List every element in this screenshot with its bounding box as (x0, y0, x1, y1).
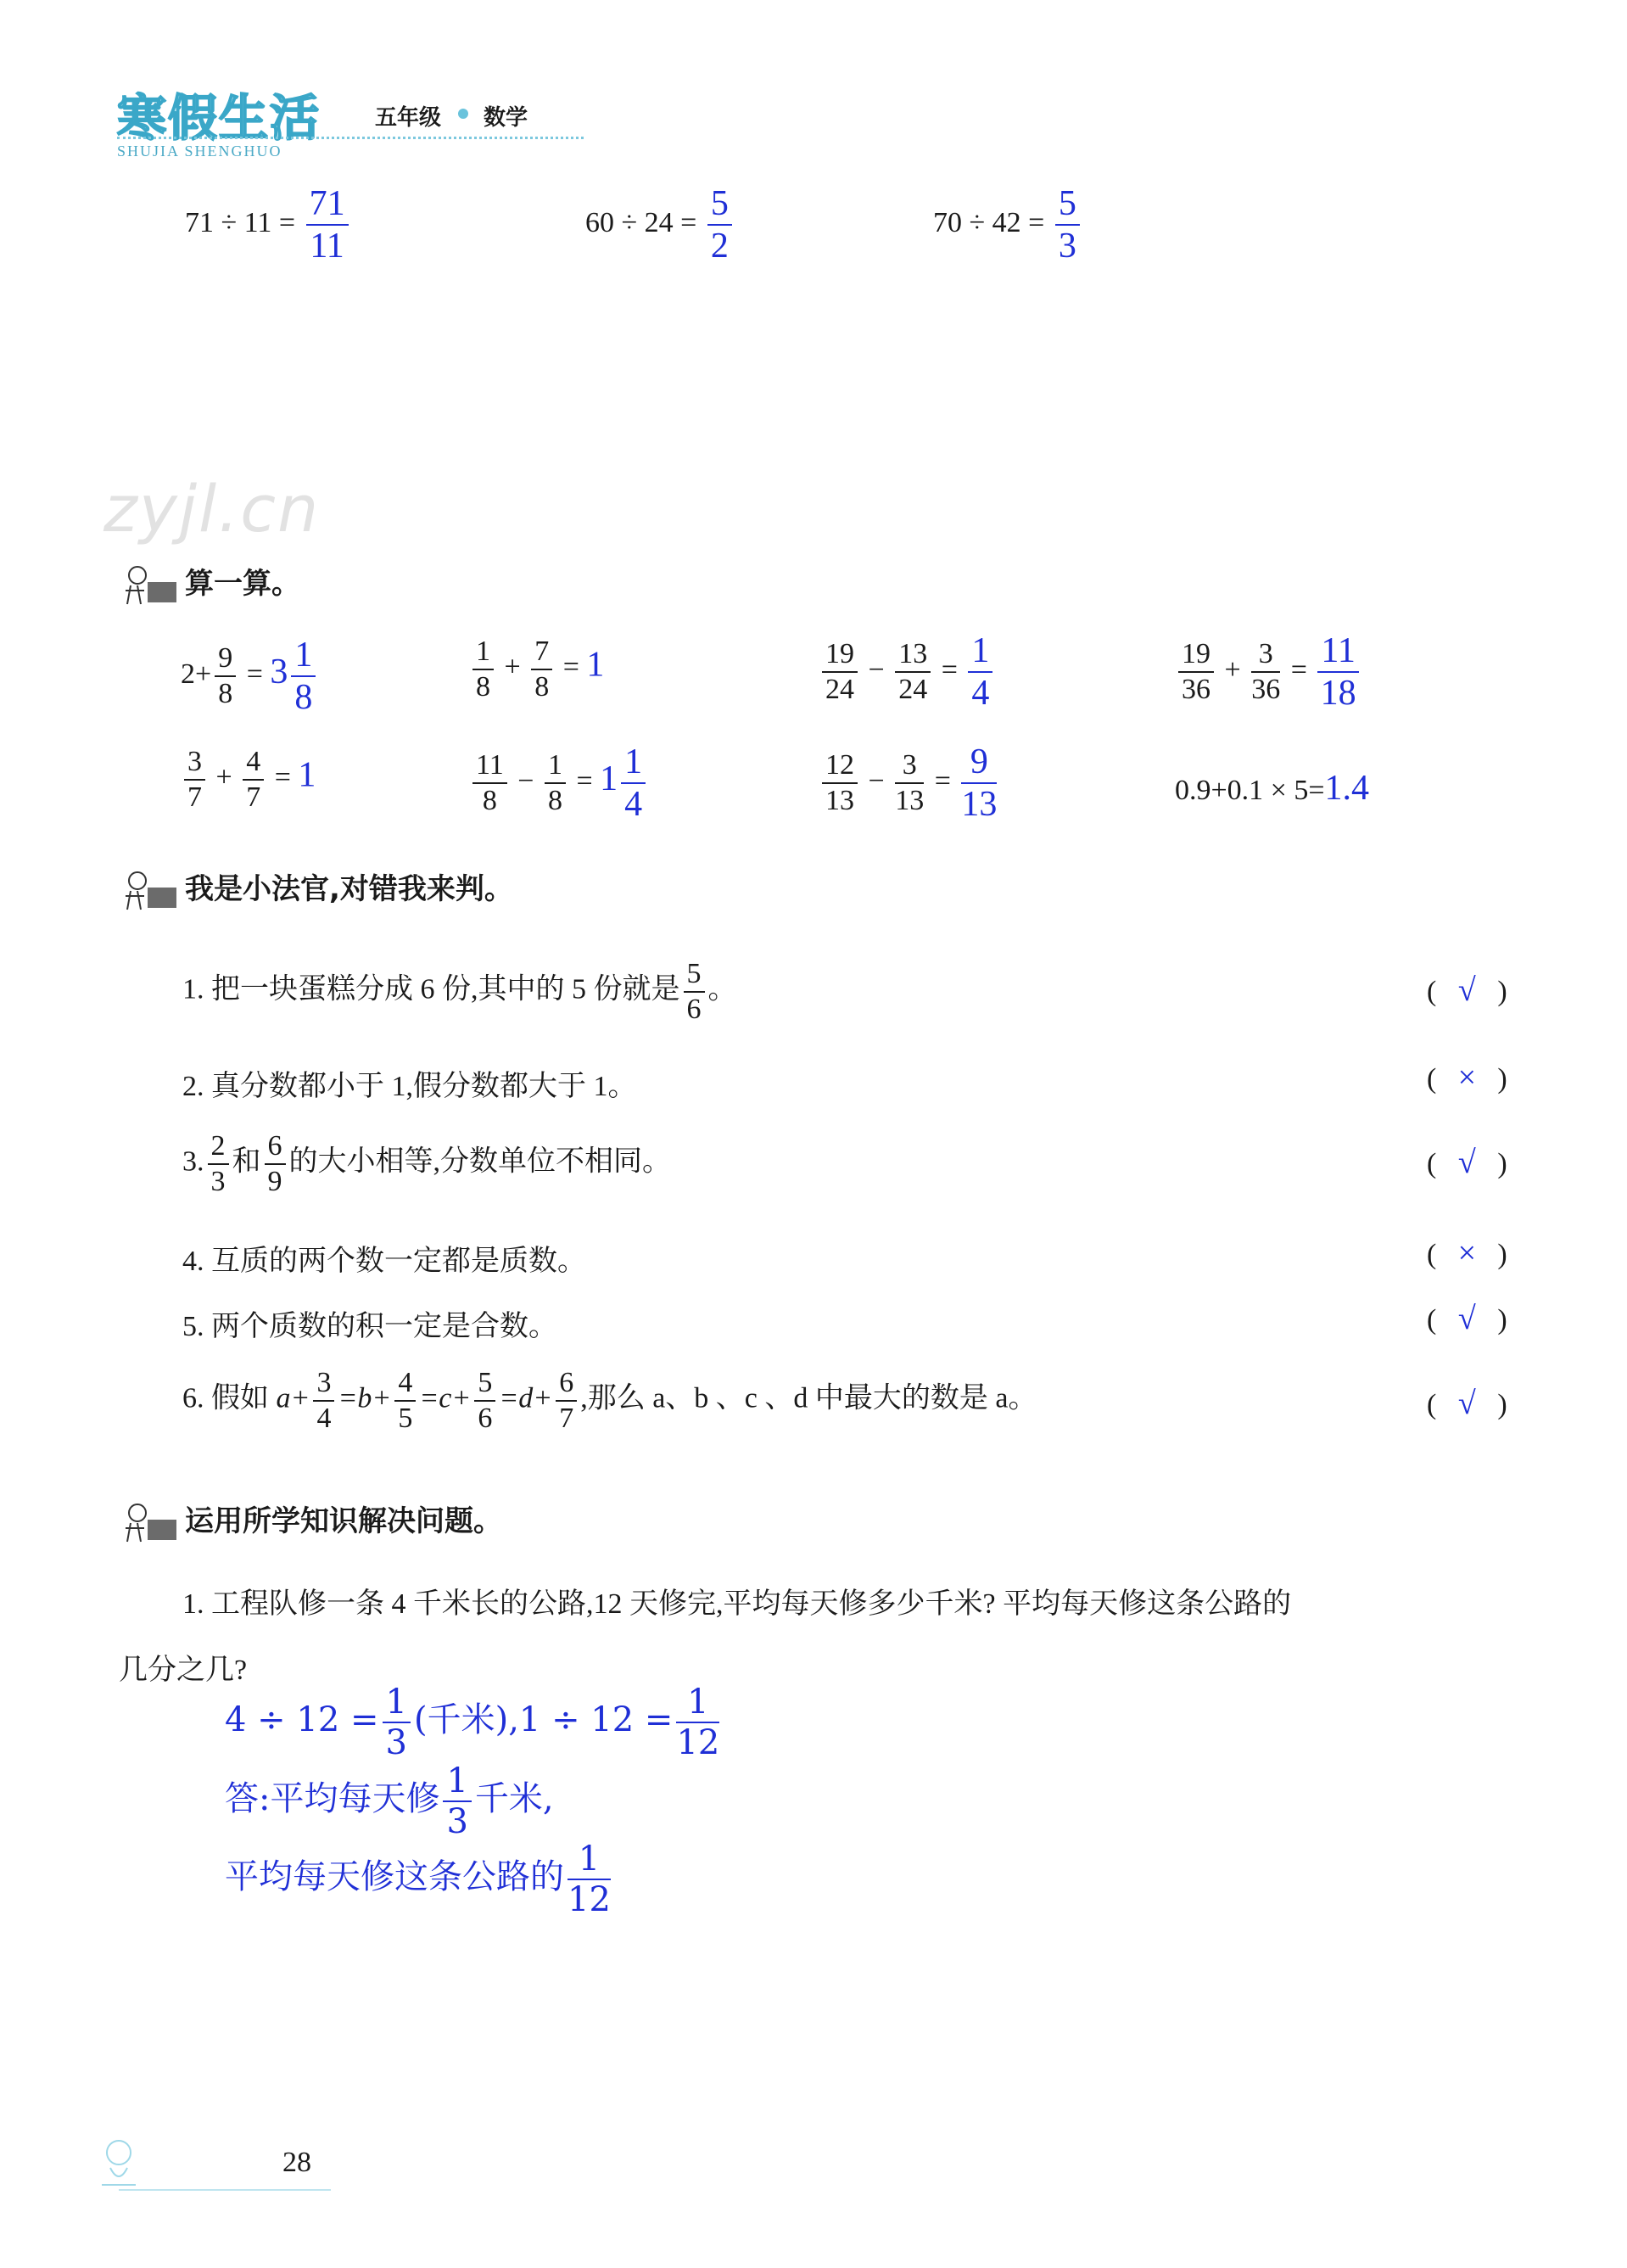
judge-mark-5: ( √ ) (1427, 1301, 1507, 1336)
solve-answer-line-3: 平均每天修这条公路的 $\frac{1}{12}$ (225, 1840, 611, 1919)
judge-mark-2: ( × ) (1427, 1060, 1507, 1095)
section-calc-title: 算一算。 (119, 560, 300, 608)
header-dot (458, 109, 468, 119)
page-number: 28 (282, 2147, 311, 2178)
section-solve-title: 运用所学知识解决问题。 (119, 1498, 502, 1545)
grade-label: 五年级 (375, 105, 442, 130)
division-item-1: 71 ÷ 11 = $\frac{71}{11}$ (185, 185, 352, 265)
judge-item-5: 5. 两个质数的积一定是合数。 (182, 1311, 557, 1342)
kid-icon (119, 869, 178, 913)
solve-question-line-2: 几分之几? (119, 1655, 248, 1686)
division-item-2: 60 ÷ 24 = $\frac{5}{2}$ (585, 185, 735, 265)
calc-r1c3: $\frac{19}{24}$ − $\frac{13}{24}$ = $\frac{1}{4}$ (819, 632, 996, 712)
calc-r2c1: $\frac{3}{7}$ + $\frac{4}{7}$ = 1 (181, 747, 316, 812)
judge-item-1: 1. 把一块蛋糕分成 6 份,其中的 5 份就是 $\frac{5}{6}$ 。 (182, 958, 737, 1025)
solve-answer-line-2: 答:平均每天修 $\frac{1}{3}$ 千米, (225, 1761, 554, 1841)
judge-mark-1: ( √ ) (1427, 972, 1507, 1008)
division-item-3: 70 ÷ 42 = $\frac{5}{3}$ (933, 185, 1083, 265)
judge-item-2: 2. 真分数都小于 1,假分数都大于 1。 (182, 1071, 637, 1102)
subject-label: 数学 (484, 105, 528, 130)
watermark: zyjl.cn (103, 471, 321, 546)
judge-mark-4: ( × ) (1427, 1235, 1507, 1271)
division-answer-3: $\frac{5}{3}$ (1055, 185, 1080, 265)
book-logo: 寒假生活 (117, 89, 321, 147)
judge-item-6: 6. 假如 a+ $\frac{3}{4}$ =b+ $\frac{4}{5}$ =c+ $\frac{5}{6}$ =d+ $\frac{6}{7}$ ,那么 a、b 、c 、d 中最大的数是 a。 (182, 1367, 1037, 1434)
judge-item-3: 3. $\frac{2}{3}$ 和 $\frac{6}{9}$ 的大小相等,分数单位不相同。 (182, 1130, 671, 1197)
calc-r2c3: $\frac{12}{13}$ − $\frac{3}{13}$ = $\frac{9}{13}$ (819, 743, 1000, 823)
judge-item-4: 4. 互质的两个数一定都是质数。 (182, 1246, 586, 1277)
calc-r2c4: 0.9+0.1 × 5=1.4 (1175, 769, 1370, 808)
division-answer-1: $\frac{71}{11}$ (306, 185, 349, 265)
solve-question-line-1: 1. 工程队修一条 4 千米长的公路,12 天修完,平均每天修多少千米? 平均每天修这条公路的 (182, 1588, 1292, 1620)
header-rule (117, 137, 584, 139)
section-judge-title: 我是小法官,对错我来判。 (119, 865, 513, 913)
calc-r1c1: 2+ $\frac{9}{8}$ = 3 $\frac{1}{8}$ (181, 636, 319, 716)
calc-r1c2: $\frac{1}{8}$ + $\frac{7}{8}$ = 1 (469, 636, 604, 702)
calc-r1c4: $\frac{19}{36}$ + $\frac{3}{36}$ = $\frac{11}{18}$ (1175, 632, 1362, 712)
judge-mark-6: ( √ ) (1427, 1386, 1507, 1421)
calc-r2c2: $\frac{11}{8}$ − $\frac{1}{8}$ = 1 $\frac{1}{4}$ (469, 743, 649, 823)
division-answer-2: $\frac{5}{2}$ (707, 185, 732, 265)
solve-answer-line-1: 4 ÷ 12 = $\frac{1}{3}$ (千米),1 ÷ 12 = $\frac{1}{12}$ (225, 1683, 720, 1762)
footer-decoration-icon (85, 2134, 153, 2198)
kid-icon (119, 1501, 178, 1545)
judge-mark-3: ( √ ) (1427, 1145, 1507, 1180)
kid-icon (119, 563, 178, 608)
header-pinyin: SHUJIA SHENGHUO (117, 143, 282, 160)
footer-rule (119, 2189, 331, 2191)
